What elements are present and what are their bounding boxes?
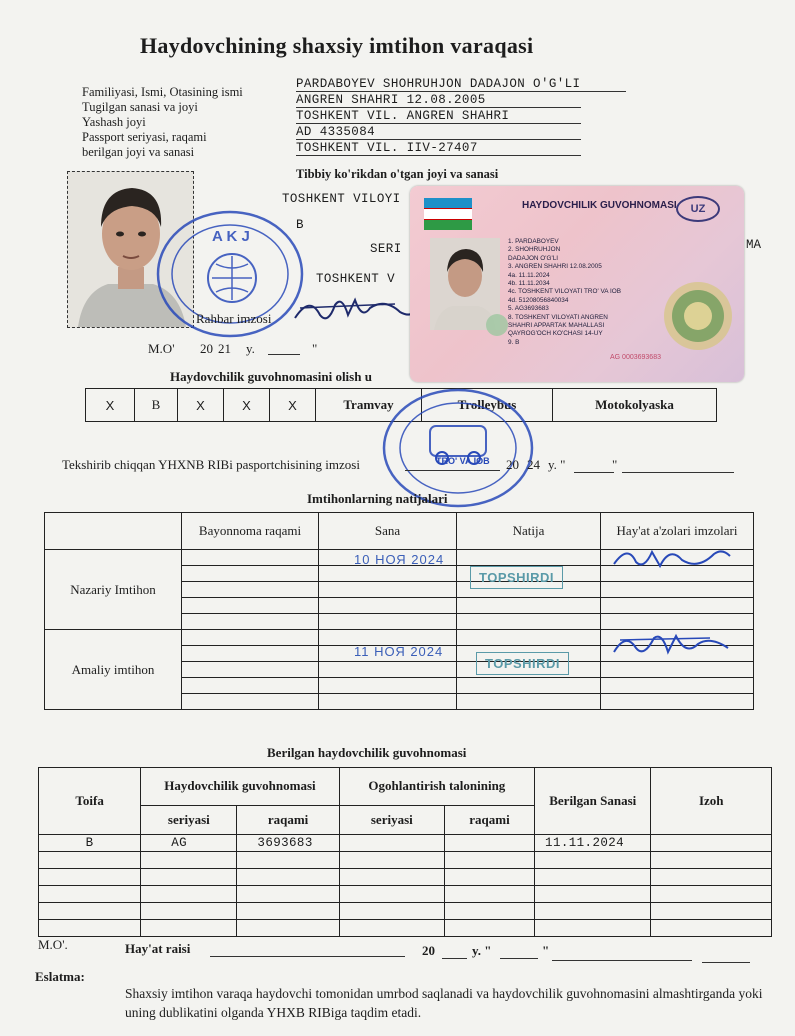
card-edge-text: MA — [746, 238, 762, 252]
value-address: TOSHKENT VIL. ANGREN SHAHRI — [296, 109, 581, 124]
mo-label: M.O' — [148, 341, 175, 356]
category-cell-b: B — [135, 389, 178, 422]
category-cell-d: X — [224, 389, 270, 422]
inspect-day-line — [574, 472, 614, 473]
hologram-icon — [484, 312, 510, 338]
card-line-6: 4b. 11.11.2034 — [508, 280, 550, 288]
value-passport-issued: TOSHKENT VIL. IIV-27407 — [296, 141, 581, 156]
footer-quote: " — [542, 943, 550, 958]
footer-month-line — [552, 960, 692, 961]
card-line-3: DADAJON O'G'LI — [508, 254, 559, 262]
inspect-signature-line — [405, 470, 500, 471]
license-raqam: 3693683 — [237, 835, 339, 852]
license-title: Berilgan haydovchilik guvohnomasi — [267, 745, 467, 760]
label-medical: Tibbiy ko'rikdan o'tgan joyi va sanasi — [296, 167, 499, 181]
license-header-seriyasi-1: seriyasi — [141, 805, 237, 834]
footer-raisi-line — [210, 956, 405, 957]
results-header-natija: Natija — [457, 513, 601, 550]
card-line-5: 4a. 11.11.2024 — [508, 271, 550, 279]
category-cell-c: X — [178, 389, 224, 422]
value-fullname: PARDABOYEV SHOHRUHJON DADAJON O'G'LI — [296, 77, 626, 92]
license-seriya: AG — [141, 835, 237, 852]
license-header-izoh: Izoh — [651, 768, 772, 835]
signature-icon — [610, 626, 732, 662]
amaliy-result: TOPSHIRDI — [476, 652, 569, 675]
stamp2-text: TRO' VA IOB — [436, 456, 490, 466]
results-header-sana: Sana — [319, 513, 457, 550]
stamp-letters: A K J — [212, 228, 250, 245]
card-line-13: 9. B — [508, 338, 520, 346]
results-row-nazariy: Nazariy Imtihon — [45, 550, 182, 630]
signature-icon — [610, 540, 732, 574]
results-title: Imtihonlarning natijalari — [307, 491, 448, 506]
license-header-toifa: Toifa — [39, 768, 141, 835]
card-line-7: 4c. TOSHKENT VILOYATI TRO' VA IOB — [508, 288, 621, 296]
license-header-raqami-2: raqami — [444, 805, 534, 834]
inspect-year-prefix: 20 — [506, 457, 519, 472]
card-line-1: 1. PARDABOYEV — [508, 238, 559, 245]
mo-y: y. — [246, 341, 255, 356]
page-title: Haydovchining shaxsiy imtihon varaqasi — [140, 33, 534, 58]
category-cell-e: X — [270, 389, 316, 422]
category-cell-a: X — [86, 389, 135, 422]
mo-quote: " — [312, 341, 318, 356]
card-details — [508, 238, 621, 347]
license-toifa: B — [39, 835, 141, 852]
mo-day-line — [268, 354, 300, 355]
rahbar-label: Rahbar imzosi — [196, 311, 272, 326]
card-country: UZ — [676, 196, 720, 222]
nazariy-result: TOPSHIRDI — [470, 566, 563, 589]
license-header-talon: Ogohlantirish talonining — [339, 768, 534, 806]
license-sana: 11.11.2024 — [535, 835, 651, 852]
medical-partial-3: TOSHKENT V — [316, 272, 396, 286]
results-header-bayonnoma: Bayonnoma raqami — [182, 513, 319, 550]
license-header-guvohnoma: Haydovchilik guvohnomasi — [141, 768, 339, 806]
results-row-amaliy: Amaliy imtihon — [45, 630, 182, 710]
mo-year: 21 — [218, 341, 231, 356]
category-trolleybus: Trolleybus — [422, 389, 553, 422]
category-tramvay: Tramvay — [316, 389, 422, 422]
card-line-4: 3. ANGREN SHAHRI 12.08.2005 — [508, 263, 602, 271]
label-passport-issued: berilgan joyi va sanasi — [82, 145, 195, 159]
footer-extra-line — [702, 962, 750, 963]
card-title: HAYDOVCHILIK GUVOHNOMASI — [522, 200, 677, 211]
inspect-month-line — [622, 472, 734, 473]
medical-partial-1: B — [296, 218, 304, 232]
card-line-2: 2. SHOHRUHJON — [508, 246, 561, 254]
medical-partial-2: SERI — [370, 242, 402, 256]
nazariy-date: 10 НОЯ 2024 — [354, 552, 445, 567]
amaliy-date: 11 НОЯ 2024 — [354, 644, 444, 659]
label-birth: Tugilgan sanasi va joyi — [82, 100, 198, 114]
card-line-9: 5. AG3693683 — [508, 305, 549, 313]
eslatma-text: Shaxsiy imtihon varaqa haydovchi tomonidan umrbod saqlanadi va haydovchilik guvohnomasini almashtirganda yoki uning dublikatini olganda YHXB RIBiga taqdim etadi. — [125, 986, 763, 1020]
inspect-quote: " — [612, 457, 618, 472]
categories-header: Haydovchilik guvohnomasini olish u — [170, 369, 372, 384]
results-header-imzolari: Hay'at a'zolari imzolari — [601, 513, 754, 550]
footer-day-line — [500, 958, 538, 959]
card-line-8: 4d. 51208056840034 — [508, 296, 569, 304]
value-medical: TOSHKENT VILOYI — [282, 192, 401, 206]
results-header-blank — [45, 513, 182, 550]
license-table — [38, 767, 772, 937]
card-line-10: 8. TOSHKENT VILOYATI ANGREN — [508, 313, 608, 321]
footer-y: y. " — [472, 943, 492, 958]
signature-icon — [290, 290, 420, 330]
category-motokolyaska: Motokolyaska — [553, 389, 717, 422]
label-passport: Passport seriyasi, raqami — [82, 130, 207, 144]
card-line-11: SHAHRI APPARTAK MAHALLASI — [508, 322, 605, 330]
mo-year-prefix: 20 — [200, 341, 213, 356]
footer-mo: M.O'. — [38, 937, 68, 952]
driver-license-card — [410, 186, 744, 382]
inspect-y: y. " — [548, 457, 566, 472]
flag-icon — [424, 198, 472, 230]
emblem-icon — [660, 278, 736, 354]
license-header-berilgan: Berilgan Sanasi — [535, 768, 651, 835]
footer-year-line — [442, 958, 467, 959]
card-line-12: QAYROG'OCH KO'CHASI 14-UY — [508, 330, 603, 338]
label-fullname: Familiyasi, Ismi, Otasining ismi — [82, 85, 243, 99]
license-header-raqami-1: raqami — [237, 805, 339, 834]
label-address: Yashash joyi — [82, 115, 146, 129]
card-serial: AG 0003693683 — [610, 354, 661, 361]
eslatma-label: Eslatma: — [35, 969, 85, 984]
footer-raisi: Hay'at raisi — [125, 941, 191, 956]
footer-year-prefix: 20 — [422, 943, 435, 958]
value-birth: ANGREN SHAHRI 12.08.2005 — [296, 93, 581, 108]
license-header-seriyasi-2: seriyasi — [339, 805, 444, 834]
inspect-label: Tekshirib chiqqan YHXNB RIBi pasportchisining imzosi — [62, 457, 360, 472]
inspect-year: 24 — [527, 457, 540, 472]
value-passport: AD 4335084 — [296, 125, 581, 140]
